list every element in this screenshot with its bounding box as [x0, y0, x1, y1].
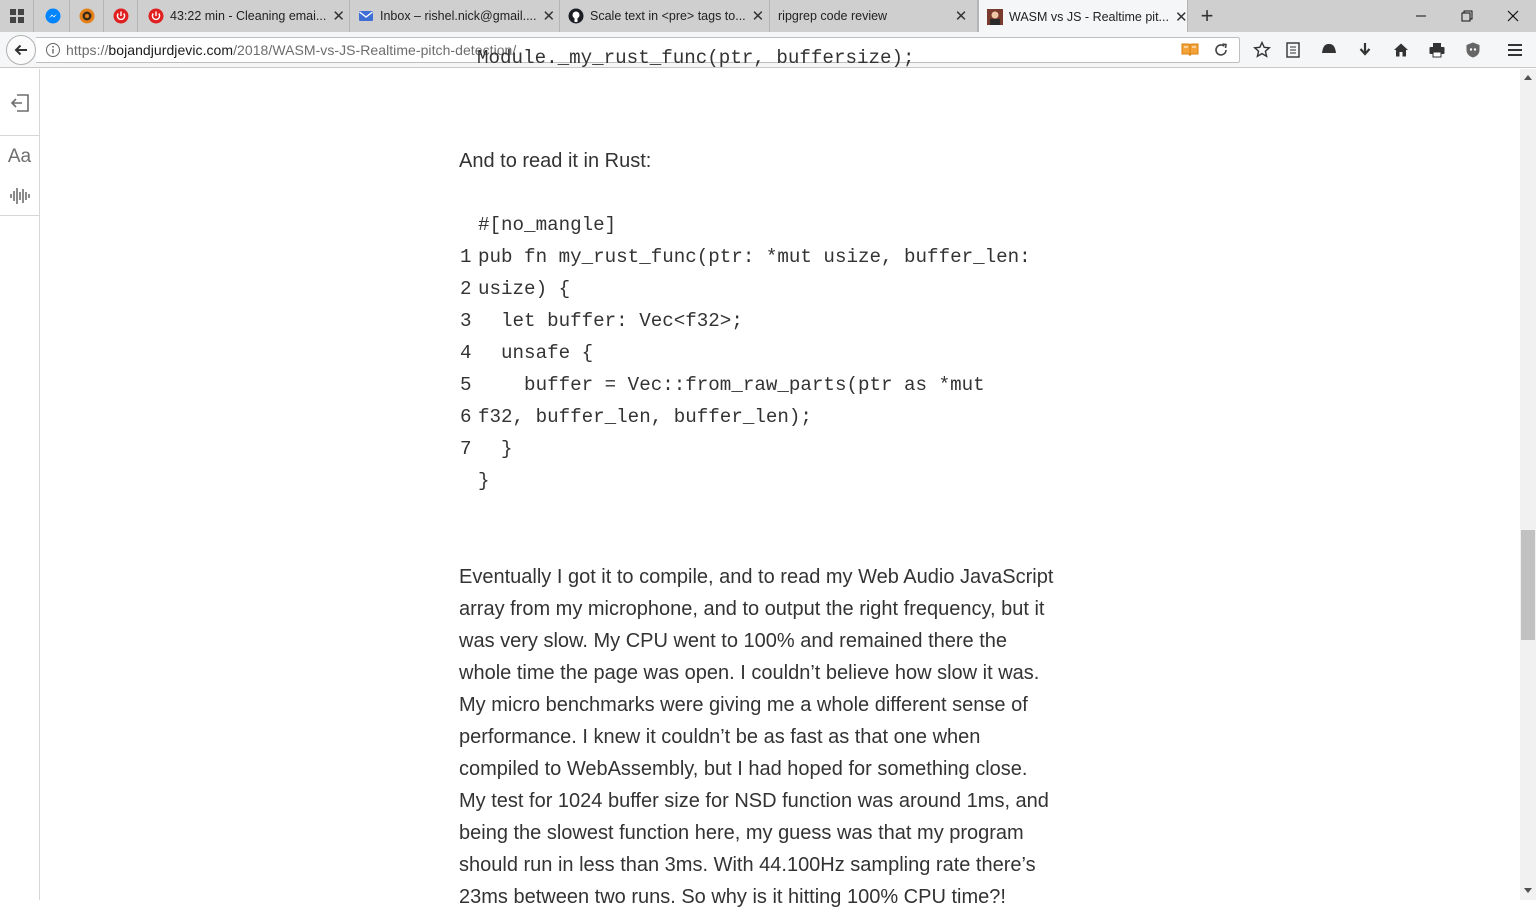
restore-icon [1461, 10, 1473, 22]
tab-title: Inbox – rishel.nick@gmail.... [380, 9, 537, 23]
paragraph-line: being the slowest function here, my guess was that my program [459, 822, 1024, 844]
tab-cleaning-email[interactable] [140, 0, 350, 32]
apps-grid-icon [9, 8, 25, 24]
paragraph-line: My test for 1024 buffer size for NSD function was around 1ms, and [459, 790, 1049, 812]
reader-view-icon[interactable] [1181, 42, 1199, 61]
close-reader-view-button[interactable] [0, 89, 39, 117]
exit-reader-icon [9, 92, 31, 114]
line-number: 5 [460, 374, 472, 396]
line-number: 1 [460, 246, 472, 268]
narrate-waveform-icon [9, 185, 31, 207]
code-text: } [478, 470, 490, 492]
sidebar-divider [0, 135, 39, 136]
back-arrow-icon [13, 42, 29, 58]
url-path: /2018/WASM-vs-JS-Realtime-pitch-detection/ [233, 42, 517, 58]
pocket-icon[interactable] [1318, 41, 1340, 59]
reading-list-icon[interactable] [1282, 41, 1304, 59]
home-icon[interactable] [1390, 41, 1412, 59]
code-text: } [478, 438, 513, 460]
site-favicon-icon [987, 9, 1003, 25]
rust-code-block [460, 209, 1031, 497]
privacy-badger-icon[interactable] [1462, 41, 1484, 59]
tab-inbox[interactable] [350, 0, 560, 32]
sidebar-divider [0, 215, 39, 216]
code-line [460, 209, 1031, 241]
power-timer-icon [113, 8, 129, 24]
paragraph-line: performance. I knew it couldn’t be as fast as that one when [459, 726, 981, 748]
url-scheme: https:// [66, 42, 109, 58]
line-number: 4 [460, 342, 472, 364]
paragraph-line: compiled to WebAssembly, but I had hoped for something close. [459, 758, 1028, 780]
url-text [66, 42, 516, 58]
back-button[interactable] [6, 35, 36, 65]
code-text: f32, buffer_len, buffer_len); [478, 406, 812, 428]
minimize-icon [1415, 10, 1427, 22]
scrollbar-thumb[interactable] [1521, 530, 1535, 640]
vertical-scrollbar[interactable] [1520, 69, 1536, 900]
download-icon[interactable] [1354, 41, 1376, 59]
line-number [460, 465, 478, 497]
code-line [460, 401, 1031, 433]
github-icon [568, 8, 584, 24]
reload-icon[interactable] [1213, 42, 1229, 61]
close-tab-icon[interactable]: ✕ [954, 8, 968, 25]
close-window-button[interactable] [1490, 0, 1536, 32]
restore-button[interactable] [1444, 0, 1490, 32]
messenger-icon [45, 8, 61, 24]
code-line [460, 433, 1031, 465]
code-text: pub fn my_rust_func(ptr: *mut usize, buffer_len: [478, 246, 1031, 268]
code-line [460, 369, 1031, 401]
site-info-icon[interactable] [40, 42, 66, 58]
tab-title: Scale text in <pre> tags to... [590, 9, 746, 23]
code-line [460, 241, 1031, 273]
timer-icon [148, 8, 164, 24]
code-text: #[no_mangle] [478, 214, 617, 236]
scroll-up-arrow-icon[interactable] [1520, 69, 1536, 85]
type-controls-label: Aa [7, 146, 32, 167]
code-line [460, 305, 1031, 337]
tab-strip [0, 0, 1536, 32]
close-tab-icon[interactable]: ✕ [332, 8, 345, 25]
code-text: usize) { [478, 278, 571, 300]
minimize-button[interactable] [1398, 0, 1444, 32]
paragraph-line: Eventually I got it to compile, and to read my Web Audio JavaScript [459, 566, 1054, 588]
paragraph-line: was very slow. My CPU went to 100% and remained there the [459, 630, 1008, 652]
code-line [460, 273, 1031, 305]
rust-logo-icon [79, 8, 95, 24]
line-number: 6 [460, 406, 472, 428]
code-text: unsafe { [478, 342, 594, 364]
paragraph-line: whole time the page was open. I couldn’t believe how slow it was. [459, 662, 1040, 684]
close-icon [1507, 10, 1519, 22]
code-line-cut-off: Module._my_rust_func(ptr, buffersize); [477, 47, 915, 69]
narrate-button[interactable] [0, 182, 39, 210]
close-tab-icon[interactable]: ✕ [1174, 8, 1188, 26]
tab-wasm-vs-js[interactable] [978, 0, 1188, 33]
tab-title: 43:22 min - Cleaning emai... [170, 9, 327, 23]
pinned-tab-messenger[interactable] [36, 0, 70, 32]
url-host: bojandjurdjevic.com [108, 42, 234, 58]
hamburger-menu-icon[interactable] [1504, 41, 1526, 59]
tab-github[interactable] [560, 0, 770, 32]
code-text: let buffer: Vec<f32>; [478, 310, 743, 332]
line-number: 3 [460, 310, 472, 332]
pinned-tab-apps[interactable] [0, 0, 34, 32]
code-line [460, 337, 1031, 369]
mail-icon [358, 8, 374, 24]
tab-title: WASM vs JS - Realtime pit... [1009, 9, 1169, 24]
line-number [460, 209, 478, 241]
code-line [460, 465, 1031, 497]
tab-title: ripgrep code review [778, 9, 888, 23]
line-number: 2 [460, 278, 472, 300]
type-controls-button[interactable] [0, 143, 39, 171]
new-tab-button[interactable]: + [1200, 3, 1214, 28]
close-tab-icon[interactable]: ✕ [542, 8, 556, 25]
pinned-tab-timer[interactable] [104, 0, 138, 32]
paragraph-line: should run in less than 3ms. With 44.100Hz sampling rate there’s [459, 854, 1036, 876]
paragraph-line: 23ms between two runs. So why is it hitting 100% CPU time?! [459, 886, 1006, 908]
close-tab-icon[interactable]: ✕ [751, 8, 765, 25]
paragraph-line: My micro benchmarks were giving me a whole different sense of [459, 694, 1028, 716]
tab-ripgrep[interactable] [770, 0, 978, 32]
pinned-tab-rust[interactable] [70, 0, 104, 32]
reader-view-toolbar [0, 69, 40, 900]
code-text: buffer = Vec::from_raw_parts(ptr as *mut [478, 374, 985, 396]
intro-paragraph: And to read it in Rust: [459, 150, 652, 172]
print-icon[interactable] [1426, 41, 1448, 59]
body-paragraph [459, 561, 1069, 913]
paragraph-line: array from my microphone, and to output the right frequency, but it [459, 598, 1045, 620]
bookmark-star-icon[interactable] [1251, 41, 1273, 59]
scroll-down-arrow-icon[interactable] [1520, 883, 1536, 899]
line-number: 7 [460, 438, 472, 460]
